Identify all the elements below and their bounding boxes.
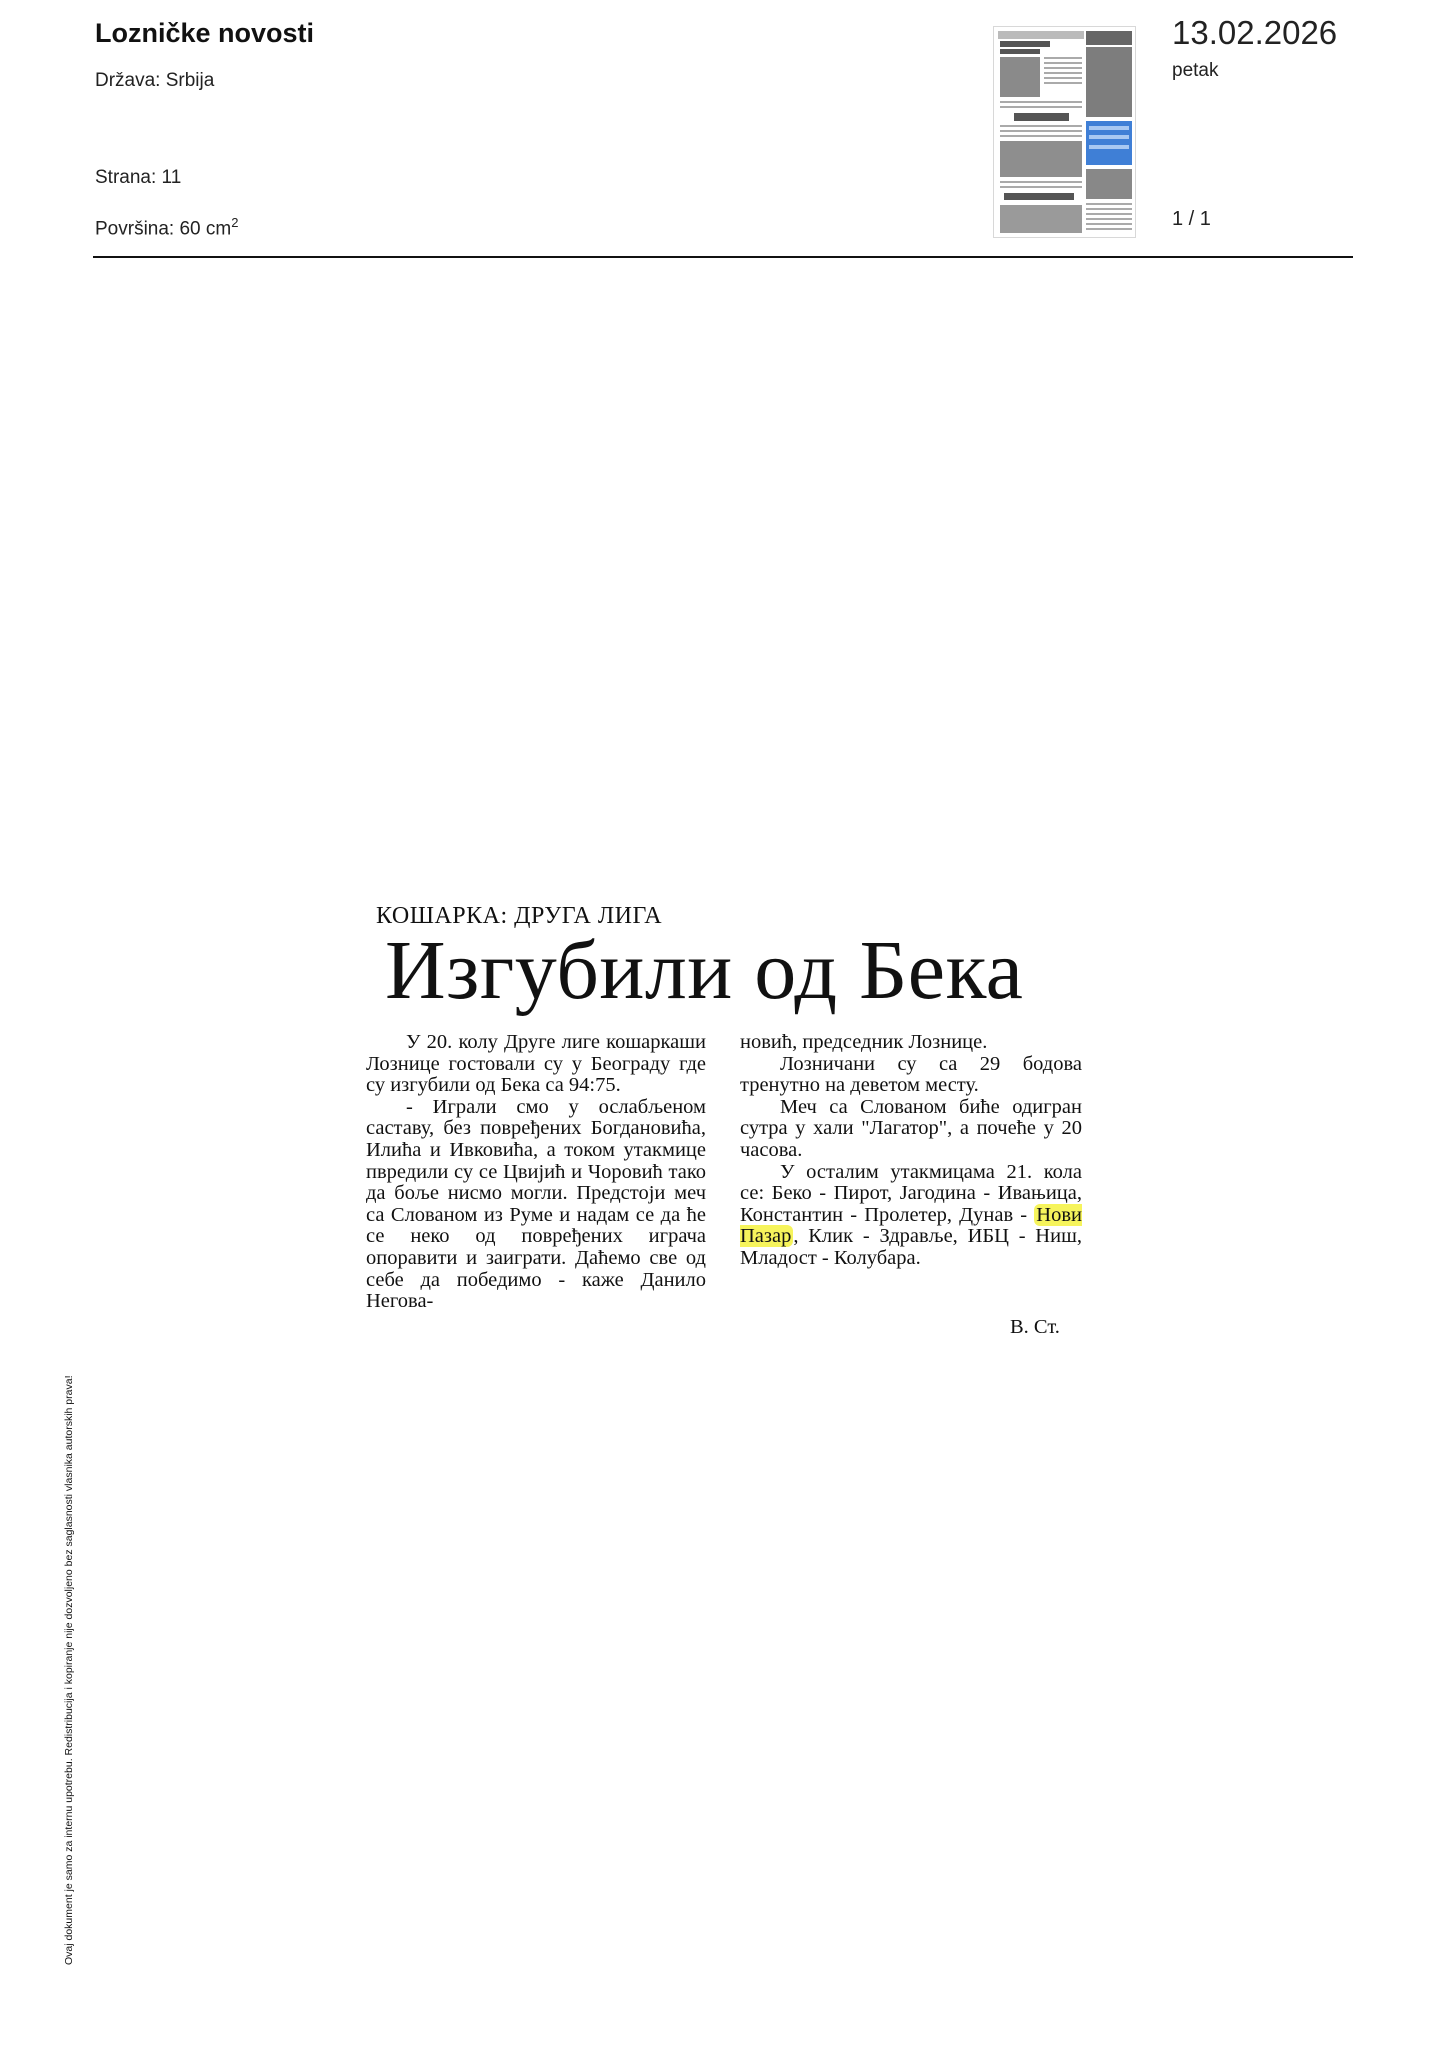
page-number-label: Strana: 11 <box>95 167 182 188</box>
article-paragraph: - Играли смо у ослабљеном саставу, без повређених Богдановића, Илића и Ивковића, а током утакмице пвредили су се Цвијић и Чоровић тако да боље нисмо могли. Предстоји меч са Слованом из Руме и надам се да ће се неко од повређених играча опоравити и заиграти. Даћемо све од себе да победимо - каже Данило Негова- <box>366 1095 706 1313</box>
header-divider <box>93 256 1353 258</box>
article-headline: Изгубили од Бека <box>385 924 1024 1017</box>
page-thumbnail-image <box>994 27 1136 238</box>
article-paragraph: У 20. колу Друге лиге кошаркаши Лознице гостовали су у Београду где су изгубили од Бека са 94:75. <box>366 1031 706 1097</box>
publication-weekday: petak <box>1172 60 1219 81</box>
area-text: Površina: 60 cm <box>95 218 232 240</box>
article-byline: В. Ст. <box>1010 1316 1060 1338</box>
article-rubric: КОШАРКА: ДРУГА ЛИГА <box>376 903 663 929</box>
article-column-left <box>366 1032 706 1313</box>
publication-date: 13.02.2026 <box>1172 14 1338 51</box>
page-thumbnail[interactable] <box>993 26 1136 238</box>
page-count: 1 / 1 <box>1172 208 1211 230</box>
article-paragraph: Лозничани су са 29 бодова тренутно на деветом месту. <box>740 1052 1082 1097</box>
article-paragraph <box>740 1162 1082 1270</box>
article-text: , Клик - Здравље, ИБЦ - Ниш, Младост - Колубара. <box>740 1225 1082 1269</box>
copyright-disclaimer: Ovaj dokument je samo za internu upotrebu. Redistribucija i kopiranje nije dozvoljeno bez saglasnosti vlasnika autorskih prava! <box>63 1375 75 1965</box>
article-column-right <box>740 1032 1082 1270</box>
publication-title: Lozničke novosti <box>95 18 315 48</box>
article-text: У осталим утакмицама 21. кола се: Беко - Пирот, Јагодина - Ивањица, Константин - Пролетер, Дунав - <box>740 1160 1082 1226</box>
article-paragraph: Меч са Слованом биће одигран сутра у хали "Лагатор", а почеће у 20 часова. <box>740 1095 1082 1161</box>
area-unit-superscript: 2 <box>231 215 239 230</box>
area-label <box>95 215 238 240</box>
country-label: Država: Srbija <box>95 70 215 91</box>
article-paragraph: новић, председник Лознице. <box>740 1031 988 1053</box>
highlighted-keyword: Нови Пазар <box>740 1203 1082 1248</box>
